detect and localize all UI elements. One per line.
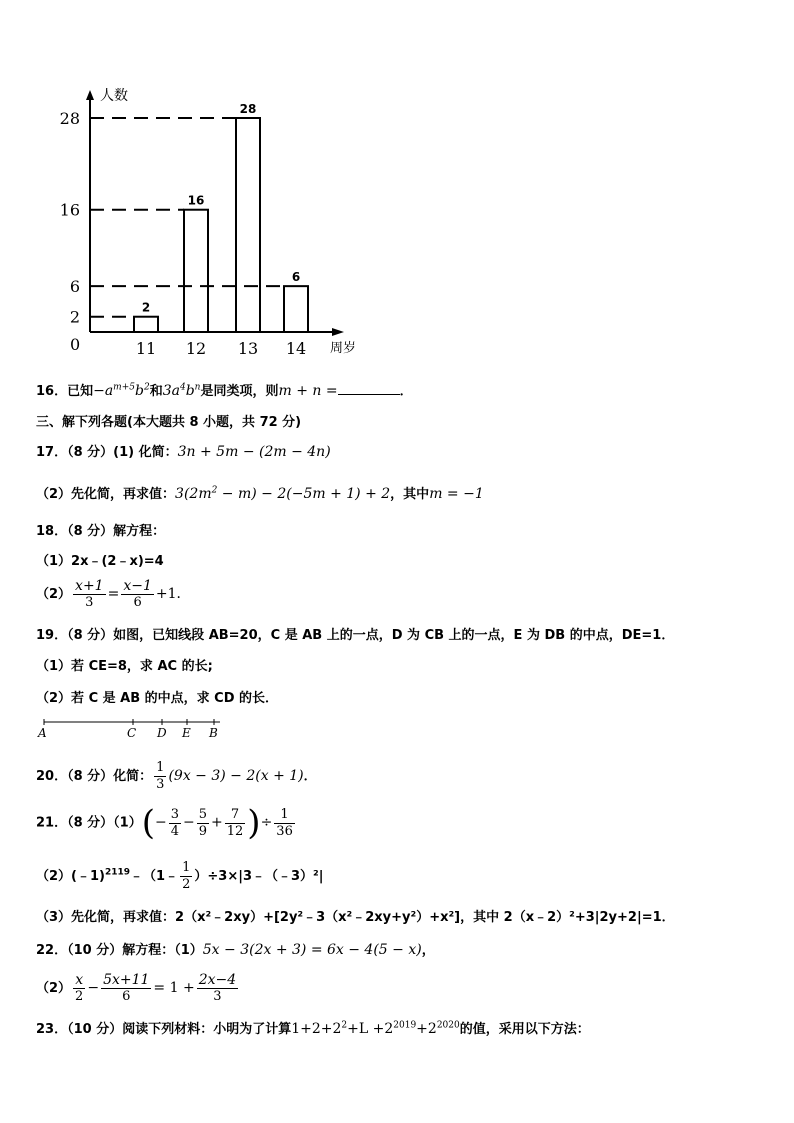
q16-end: ． (399, 384, 413, 399)
q23-tail: 的值，采用以下方法： (459, 1022, 590, 1037)
q16-and: 和 (149, 384, 163, 399)
fraction: $\frac{x-1}{6}$ (123, 578, 152, 610)
fraction: $\frac{7}{12}$ (226, 806, 244, 839)
answer-blank (338, 382, 400, 395)
question-19-part-2: （2）若 C 是 AB 的中点，求 CD 的长． (36, 691, 279, 706)
q21-label: 21．（8 分）（1） (36, 815, 142, 831)
q17-p2-mid: ，其中 (390, 487, 430, 502)
q21-p2-a: （2）(﹣1) (36, 869, 105, 884)
question-18-title: 18．（8 分）解方程： (36, 524, 166, 539)
x-tick-label: 13 (237, 339, 259, 358)
right-paren: ) (247, 803, 261, 843)
point-b-label: B (209, 726, 218, 740)
point-d-label: D (157, 726, 167, 740)
q16-prefix: 16．已知 (36, 384, 94, 399)
section-3-heading: 三、解下列各题(本大题共 8 小题，共 72 分) (36, 415, 302, 430)
divide-sign: ÷ (260, 814, 273, 831)
q17-label: 17．（8 分）(1) 化简： (36, 445, 178, 460)
bar (284, 286, 308, 332)
bar (184, 210, 208, 332)
question-21-part-1 (36, 803, 297, 843)
minus-sign: − (87, 980, 100, 996)
fraction: $\frac{3}{4}$ (170, 806, 179, 839)
equals-sign: = 1 + (153, 980, 195, 996)
q17-p2-label: （2）先化简，再求值： (36, 487, 176, 502)
plus-sign: + (211, 814, 223, 831)
question-17-part-2 (36, 483, 484, 502)
y-tick-label: 16 (59, 200, 80, 220)
q17-p2-cond: m = −1 (429, 486, 484, 502)
q17-p1-expr: 3n + 5m − (2m − 4n) (177, 444, 331, 460)
question-18-part-1: （1）2x﹣(2﹣x)=4 (36, 554, 164, 569)
question-22-part-2 (36, 972, 240, 1005)
q20-label: 20．（8 分）化简： (36, 769, 153, 784)
q21-p2-c: ）÷3×|3﹣（﹣3）²| (194, 869, 324, 884)
q20-end: ． (303, 769, 317, 784)
bar (134, 317, 158, 332)
y-tick-label: 6 (69, 277, 80, 297)
question-20 (36, 760, 317, 793)
question-19-title: 19．（8 分）如图，已知线段 AB=20，C 是 AB 上的一点，D 为 CB 上的一点，E 为 DB 的中点，DE=1． (36, 628, 675, 643)
q16-term2: $3a^4b^n$ (162, 382, 201, 399)
q23-label: 23．（10 分）阅读下列材料：小明为了计算 (36, 1022, 292, 1037)
q16-mid: 是同类项，则 (200, 384, 279, 399)
q18-p2-label: （2） (36, 587, 72, 602)
fraction: $\frac{x}{2}$ (75, 972, 84, 1004)
bar (236, 118, 260, 332)
bar-value-label: 6 (291, 270, 301, 285)
fraction: $\frac{x+1}{3}$ (75, 578, 104, 610)
line-segment-figure (36, 716, 236, 746)
bar-chart (50, 80, 380, 370)
exponent: 2119 (104, 867, 131, 878)
equals-sign: = (107, 586, 120, 602)
bar-value-label: 16 (187, 193, 205, 208)
q18-p2-tail: +1． (155, 586, 191, 602)
fraction: $\frac{2x-4}{3}$ (198, 972, 237, 1004)
q20-expr: (9x − 3) − 2(x + 1) (168, 768, 304, 784)
fraction: $\frac{1}{36}$ (276, 806, 293, 839)
y-tick-label: 2 (69, 307, 80, 327)
question-23 (36, 1018, 590, 1037)
question-19-part-1: （1）若 CE=8，求 AC 的长; (36, 659, 213, 674)
bar-value-label: 2 (141, 300, 151, 315)
q22-p1-end: ， (421, 943, 435, 958)
fraction: $\frac{5x+11}{6}$ (103, 972, 150, 1004)
point-e-label: E (182, 726, 191, 740)
q21-p2-b: ﹣（1﹣ (130, 869, 179, 884)
q22-p1-expr: 5x − 3(2x + 3) = 6x − 4(5 − x) (202, 942, 422, 958)
x-tick-label: 14 (285, 339, 307, 358)
question-21-part-3: （3）先化简，再求值：2（x²﹣2xy）+[2y²﹣3（x²﹣2xy+y²）+x²]，其中 2（x﹣2）²+3|2y+2|=1． (36, 910, 675, 925)
x-tick-label: 11 (135, 339, 157, 358)
question-22-part-1 (36, 939, 435, 958)
y-axis-arrow (86, 90, 94, 100)
q16-expr: m + n = (278, 383, 338, 399)
q22-label: 22．（10 分）解方程：（1） (36, 943, 203, 958)
q16-term1: $-a^{m+5}b^2$ (93, 382, 150, 399)
q17-p2-expr: $3(2m^2 - m) - 2(-5m + 1) + 2$ (175, 485, 391, 502)
y-tick-label: 28 (59, 109, 80, 128)
minus-sign: − (154, 814, 167, 831)
fraction: $\frac{5}{9}$ (198, 806, 208, 839)
minus-sign: − (183, 814, 195, 831)
fraction: $\frac{1}{2}$ (182, 860, 191, 892)
y-tick-label: 0 (70, 335, 81, 354)
x-axis-arrow (332, 328, 344, 336)
bar-value-label: 28 (239, 102, 257, 116)
q22-p2-label: （2） (36, 981, 72, 996)
question-17-part-1 (36, 441, 331, 460)
y-axis-label: 人数 (100, 88, 128, 104)
question-16 (36, 380, 413, 399)
question-21-part-2 (36, 860, 324, 893)
q23-sum-expr: $1+2+2^2+L +2^{2019}+2^{2020}$ (291, 1020, 460, 1037)
left-paren: ( (141, 803, 155, 843)
fraction: $\frac{1}{3}$ (156, 760, 165, 792)
x-tick-label: 12 (185, 339, 207, 358)
point-c-label: C (127, 726, 137, 740)
point-a-label: A (38, 726, 47, 740)
x-axis-label: 周岁 (330, 341, 357, 356)
question-18-part-2 (36, 578, 191, 611)
